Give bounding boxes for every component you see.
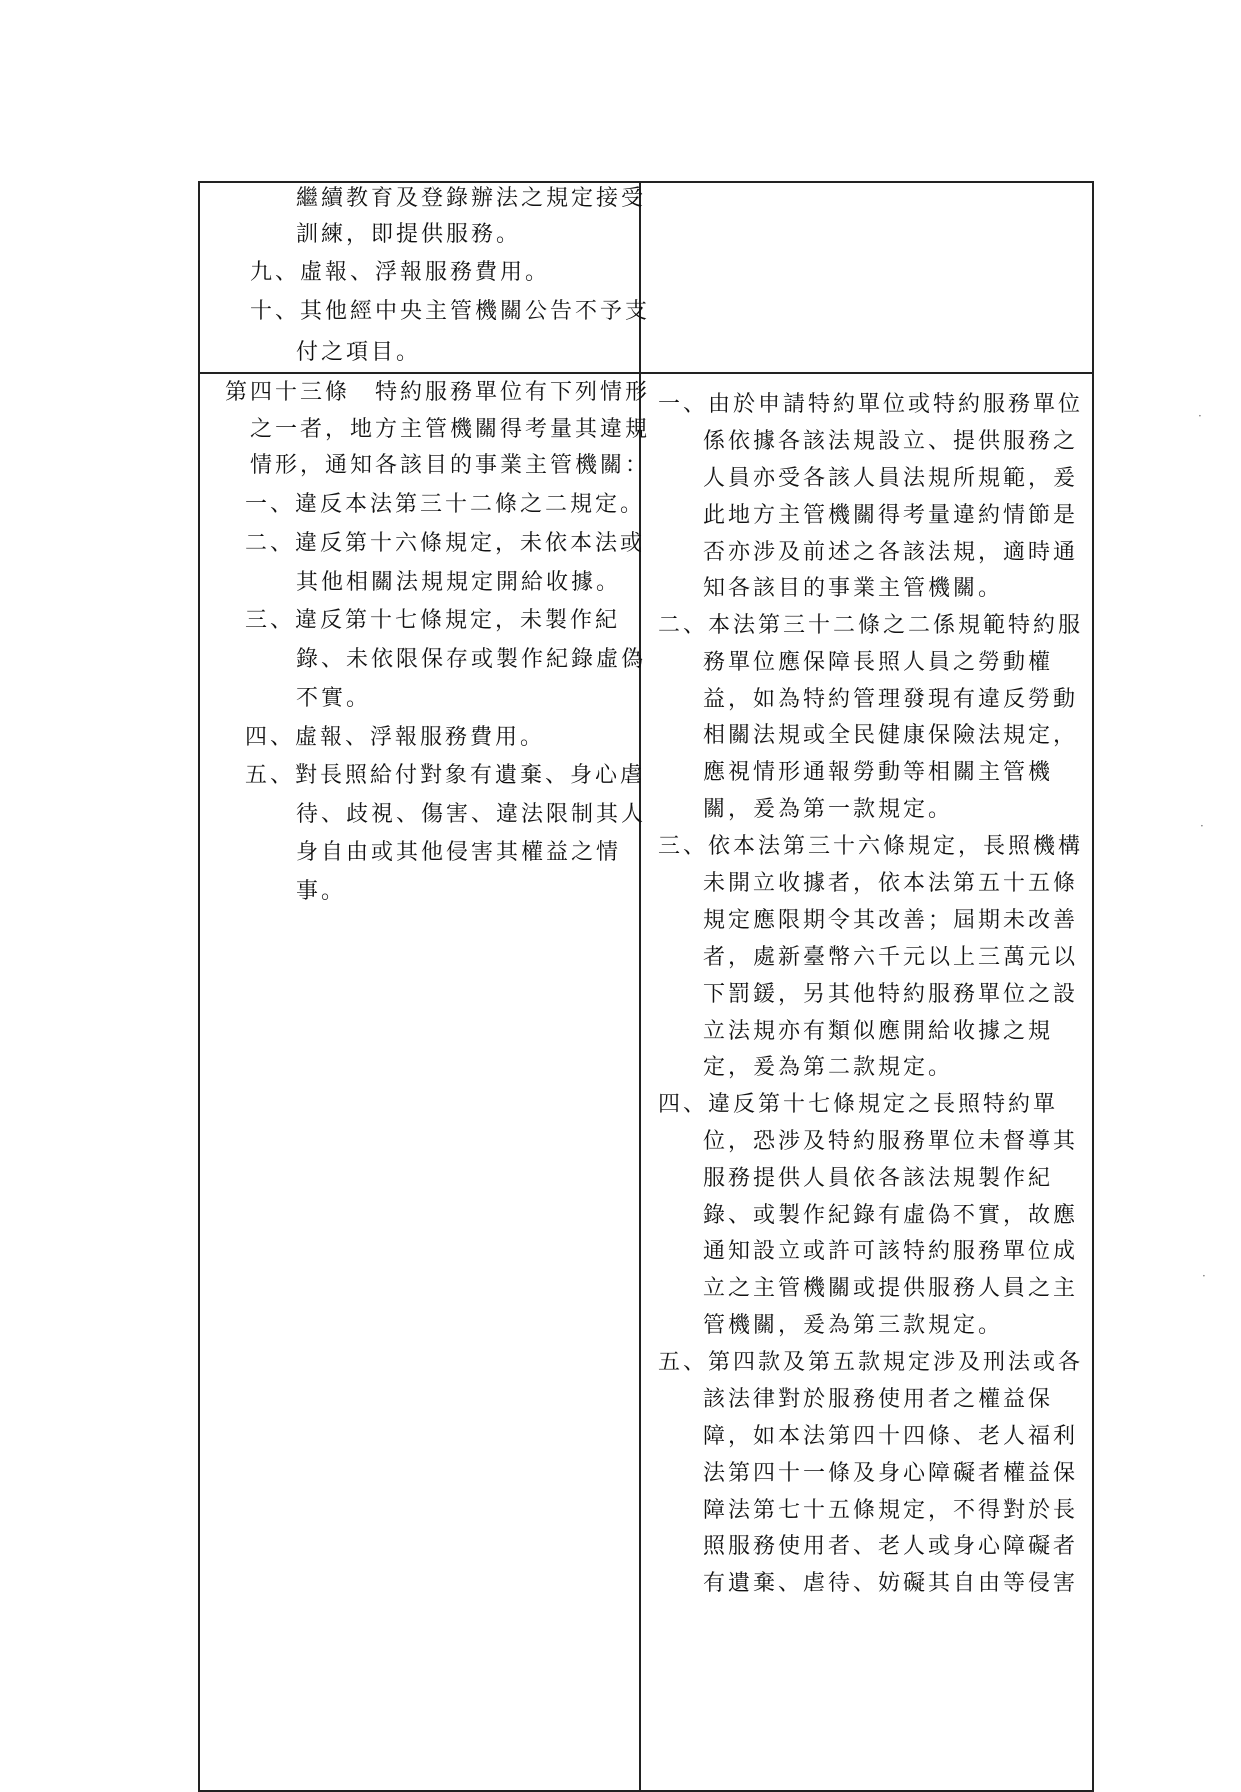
text-line: 繼續教育及登錄辦法之規定接受 — [296, 186, 647, 211]
text-line: 有遺棄、虐待、妨礙其自由等侵害 — [703, 1571, 1079, 1596]
text-line: 未開立收據者，依本法第五十五條 — [703, 871, 1079, 896]
text-line: 事。 — [296, 879, 347, 904]
text-line: 關，爰為第一款規定。 — [703, 797, 954, 822]
text-line: 法第四十一條及身心障礙者權益保 — [703, 1461, 1079, 1486]
text-line: 知各該目的事業主管機關。 — [703, 576, 1004, 601]
text-line: 定，爰為第二款規定。 — [703, 1055, 954, 1080]
text-line: 錄、未依限保存或製作紀錄虛偽 — [296, 647, 647, 672]
text-line: 二、違反第十六條規定，未依本法或 — [245, 531, 646, 556]
text-line: 下罰鍰，另其他特約服務單位之設 — [703, 982, 1079, 1007]
text-line: 十、其他經中央主管機關公告不予支 — [250, 299, 651, 324]
scan-speck: · — [1200, 819, 1204, 833]
text-line: 情形，通知各該目的事業主管機關： — [250, 453, 651, 478]
text-line: 障，如本法第四十四條、老人福利 — [703, 1424, 1079, 1449]
text-line: 一、違反本法第三十二條之二規定。 — [245, 492, 646, 517]
text-line: 立之主管機關或提供服務人員之主 — [703, 1276, 1079, 1301]
text-line: 相關法規或全民健康保險法規定， — [703, 723, 1079, 748]
text-line: 其他相關法規規定開給收據。 — [296, 570, 622, 595]
text-line: 三、違反第十七條規定，未製作紀 — [245, 608, 621, 633]
scan-speck: · — [1198, 409, 1202, 423]
text-line: 訓練，即提供服務。 — [296, 222, 522, 247]
text-line: 位，恐涉及特約服務單位未督導其 — [703, 1129, 1079, 1154]
text-line: 身自由或其他侵害其權益之情 — [296, 840, 622, 865]
text-line: 該法律對於服務使用者之權益保 — [703, 1387, 1054, 1412]
comparison-table — [198, 181, 1094, 1792]
text-line: 一、由於申請特約單位或特約服務單位 — [658, 392, 1084, 417]
text-line: 四、違反第十七條規定之長照特約單 — [658, 1092, 1059, 1117]
text-line: 五、第四款及第五款規定涉及刑法或各 — [658, 1350, 1084, 1375]
text-line: 九、虛報、浮報服務費用。 — [250, 260, 551, 285]
article-heading: 第四十三條 特約服務單位有下列情形 — [225, 380, 651, 405]
text-line: 服務提供人員依各該法規製作紀 — [703, 1166, 1054, 1191]
text-line: 應視情形通報勞動等相關主管機 — [703, 760, 1054, 785]
text-line: 立法規亦有類似應開給收據之規 — [703, 1019, 1054, 1044]
text-line: 係依據各該法規設立、提供服務之 — [703, 429, 1079, 454]
text-line: 照服務使用者、老人或身心障礙者 — [703, 1534, 1079, 1559]
text-line: 三、依本法第三十六條規定，長照機構 — [658, 834, 1084, 859]
text-line: 四、虛報、浮報服務費用。 — [245, 725, 546, 750]
text-line: 益，如為特約管理發現有違反勞動 — [703, 687, 1079, 712]
row-divider — [200, 372, 1092, 374]
text-line: 之一者，地方主管機關得考量其違規 — [250, 417, 651, 442]
text-line: 此地方主管機關得考量違約情節是 — [703, 503, 1079, 528]
text-line: 付之項目。 — [296, 340, 422, 365]
text-line: 錄、或製作紀錄有虛偽不實，故應 — [703, 1203, 1079, 1228]
text-line: 待、歧視、傷害、違法限制其人 — [296, 802, 647, 827]
text-line: 障法第七十五條規定，不得對於長 — [703, 1498, 1079, 1523]
text-line: 否亦涉及前述之各該法規，適時通 — [703, 540, 1079, 565]
text-line: 人員亦受各該人員法規所規範，爰 — [703, 466, 1079, 491]
text-line: 者，處新臺幣六千元以上三萬元以 — [703, 945, 1079, 970]
scan-speck: · — [1202, 1269, 1206, 1283]
text-line: 通知設立或許可該特約服務單位成 — [703, 1239, 1079, 1264]
text-line: 規定應限期令其改善；屆期未改善 — [703, 908, 1079, 933]
text-line: 管機關，爰為第三款規定。 — [703, 1313, 1004, 1338]
text-line: 務單位應保障長照人員之勞動權 — [703, 650, 1054, 675]
text-line: 五、對長照給付對象有遺棄、身心虐 — [245, 763, 646, 788]
text-line: 不實。 — [296, 686, 372, 711]
text-line: 二、本法第三十二條之二係規範特約服 — [658, 613, 1084, 638]
